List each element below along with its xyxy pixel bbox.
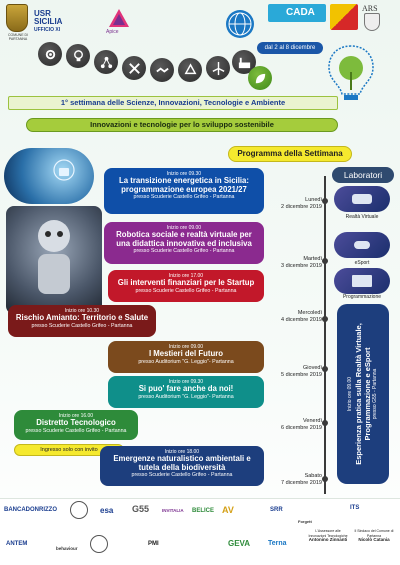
timeline-dot	[322, 476, 328, 482]
event-title: Robotica sociale e realtà virtuale per una didattica innovativa ed inclusiva	[116, 230, 252, 248]
lightbulb-tree-icon	[320, 42, 382, 104]
event-title: Rischio Amianto: Territorio e Salute	[15, 313, 149, 322]
network-icon	[94, 50, 118, 74]
day-label	[264, 197, 322, 211]
labs-title: Laboratori	[332, 167, 394, 183]
day-weekday: Mercoledì	[297, 310, 322, 316]
event-venue: presso Scuderie Castello Grifeo - Partanna	[133, 194, 235, 200]
tech-hand-photo	[4, 148, 94, 204]
logo-srr: SRR	[270, 507, 283, 513]
signature-sindaco	[352, 529, 396, 543]
day-label	[264, 310, 322, 324]
event-start: Inizio ore 10.30	[64, 308, 100, 314]
logo-seal-icon	[70, 501, 88, 519]
globe-icon	[226, 10, 254, 38]
event-start: Inizio ore 09.00	[168, 344, 204, 350]
logo-forgett: Forgett	[298, 519, 312, 524]
event-start: Inizio ore 16.00	[58, 413, 94, 419]
lab-label: Programmazione	[342, 294, 382, 300]
ars-crest-logo	[364, 13, 380, 31]
apice-label: Apice	[106, 29, 119, 35]
logo-belice: BELICE	[192, 508, 215, 514]
timeline-dot	[322, 366, 328, 372]
day-date: 4 dicembre 2019	[281, 317, 322, 323]
event-venue: presso Scuderie Castello Grifeo - Partanna	[133, 248, 235, 254]
day-weekday: Lunedì	[305, 197, 322, 203]
day-label	[264, 418, 322, 432]
tools-icon	[122, 56, 146, 80]
logo-antem: ANTEM	[6, 541, 28, 547]
logo-invitalia: INVITALIA	[162, 508, 184, 513]
logo-g55: G55	[132, 504, 150, 514]
event-card-startup-financing	[108, 270, 264, 302]
timeline-dot	[322, 420, 328, 426]
signature-assessore	[306, 529, 350, 543]
day-label	[264, 365, 322, 379]
day-label	[264, 473, 322, 487]
day-date: 6 dicembre 2019	[281, 425, 322, 431]
logo-esa: esa	[100, 506, 114, 515]
event-start: Inizio ore 09.30	[166, 171, 202, 177]
lab-venue: presso G55 - Partanna	[372, 368, 378, 420]
lightbulb-icon	[66, 44, 90, 68]
lab-start: Inizio ore 09.00	[347, 376, 353, 412]
event-start: Inizio ore 18.00	[164, 449, 200, 455]
comune-label: COMUNE DI PARTANNA	[7, 33, 29, 41]
event-venue: presso Scuderie Castello Grifeo - Partanna	[131, 472, 233, 478]
event-start: Inizio ore 09.30	[168, 379, 204, 385]
event-title: Gli interventi finanziari per le Startup	[117, 278, 255, 287]
signature-name: Nicolò Catania	[358, 537, 390, 542]
event-venue: presso Scuderie Castello Grifeo - Partanna	[31, 322, 133, 329]
event-title: Si puo' fare anche da noi!	[138, 384, 234, 393]
day-weekday: Martedì	[303, 256, 322, 262]
day-label	[264, 256, 322, 270]
event-card-energy-transition	[104, 168, 264, 214]
usr-line1: USR	[34, 9, 51, 18]
signature-role: L'Assessore alle Innovazioni Tecnologiche	[308, 529, 348, 538]
event-card-future-jobs	[108, 341, 264, 373]
logo-its: ITS	[350, 505, 360, 511]
day-date: 3 dicembre 2019	[281, 263, 322, 269]
logo-pmi: PMI	[148, 541, 159, 547]
event-card-tech-district	[14, 410, 138, 440]
logo-seal-icon	[90, 535, 108, 553]
timeline-dot	[322, 316, 328, 322]
event-venue: presso Auditorium "G. Leggio"- Partanna	[138, 393, 234, 400]
handshake-icon	[150, 58, 174, 82]
gear-icon	[38, 42, 62, 66]
lab-virtual-reality-image	[334, 186, 390, 212]
recycle-icon	[178, 58, 202, 82]
wind-turbine-icon	[206, 56, 230, 80]
event-venue: presso Scuderie Castello Grifeo - Partanna	[135, 287, 237, 294]
logo-banca-don-rizzo: BANCADONRIZZO	[4, 507, 57, 513]
day-date: 5 dicembre 2019	[281, 372, 322, 378]
lab-esport-image	[334, 232, 390, 258]
event-card-asbestos-risk	[8, 305, 156, 337]
leaf-icon	[248, 66, 272, 90]
event-start: Inizio ore 09.00	[166, 225, 202, 231]
lab-label: Realtà Virtuale	[345, 214, 379, 220]
usr-line2: SICILIA	[34, 17, 63, 26]
event-title: La transizione energetica in Sicilia: programmazione europea 2021/27	[119, 176, 249, 194]
day-weekday: Venerdì	[303, 418, 322, 424]
regione-sicilia-logo	[330, 4, 358, 30]
logo-behaviour: behaviour	[56, 546, 78, 551]
apice-logo-icon	[108, 8, 130, 28]
event-card-biodiversity	[100, 446, 264, 486]
invite-only-note: Ingresso solo con invito	[14, 444, 124, 456]
footer-logos	[0, 498, 400, 565]
event-card-social-robotics	[104, 222, 264, 264]
subtitle-banner: Innovazioni e tecnologie per lo sviluppo sostenibile	[26, 118, 338, 132]
event-venue: presso Auditorium "G. Leggio"- Partanna	[138, 358, 234, 365]
day-weekday: Giovedì	[303, 365, 322, 371]
robot-photo	[6, 206, 102, 314]
signature-name: Antonino Zinnanti	[308, 537, 348, 542]
event-dates: dal 2 al 8 dicembre	[257, 42, 323, 54]
timeline-dot	[322, 198, 328, 204]
logo-terna: Terna	[268, 540, 287, 547]
event-card-si-puo-fare	[108, 376, 264, 408]
event-title: Distretto Tecnologico	[36, 418, 116, 427]
cada-logo: CADA	[268, 4, 326, 22]
usr-sicilia-logo	[34, 10, 62, 34]
program-title: Programma della Settimana	[228, 146, 352, 162]
event-venue: presso Scuderie Castello Grifeo - Partanna	[25, 427, 127, 434]
usr-line3: UFFICIO XI	[34, 27, 61, 33]
week-title-banner: 1° settimana delle Scienze, Innovazioni, Tecnologie e Ambiente	[8, 96, 338, 110]
logo-geva: GEVA	[228, 539, 251, 548]
event-title: Emergenze naturalistico ambientali e tutela della biodiversità	[113, 454, 251, 472]
comune-crest-logo	[6, 4, 28, 32]
event-title: I Mestieri del Futuro	[148, 349, 224, 358]
lab-experience-card	[337, 304, 389, 484]
timeline-line	[324, 176, 326, 494]
event-start: Inizio ore 17.00	[168, 273, 204, 279]
logo-av: AV	[222, 505, 234, 515]
day-date: 7 dicembre 2019	[281, 480, 322, 486]
day-date: 2 dicembre 2019	[281, 204, 322, 210]
lab-title: Esperienza pratica sulla Realtà Virtuale, Programmazione e eSport	[354, 323, 372, 465]
lab-label: eSport	[354, 260, 370, 266]
lab-programming-image	[334, 268, 390, 294]
ars-label: ARS	[362, 4, 378, 13]
signature-role: Il Sindaco del Comune di Partanna	[354, 529, 394, 538]
timeline-dot	[322, 258, 328, 264]
day-weekday: Sabato	[304, 473, 322, 479]
